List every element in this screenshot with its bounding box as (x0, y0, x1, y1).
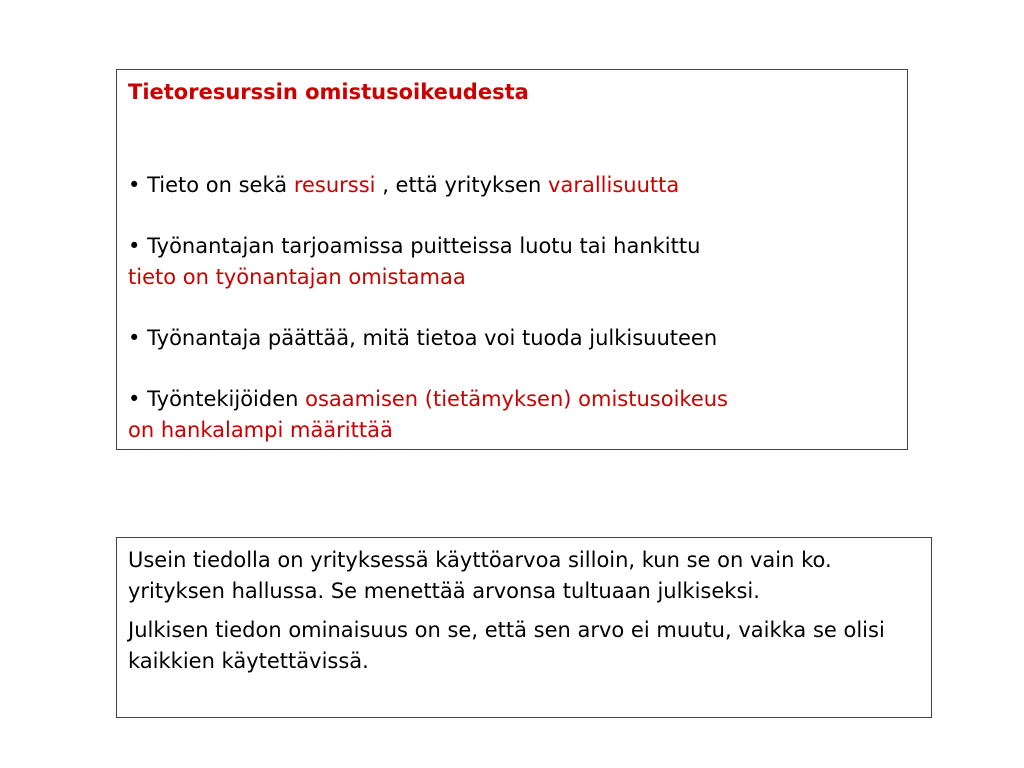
bullet-item (128, 384, 896, 446)
bullet-marker: • (128, 173, 141, 197)
bullet-text: Työntekijöiden (147, 387, 306, 411)
bullet-text: Työnantajan tarjoamissa puitteissa luotu tai hankittu (147, 234, 701, 258)
highlight-text: osaamisen (tietämyksen) omistusoikeus (305, 387, 728, 411)
highlight-text: resurssi (293, 173, 376, 197)
bullet-item (128, 231, 896, 293)
highlight-text: varallisuutta (548, 173, 680, 197)
bullet-item (128, 323, 896, 354)
value-text-box (116, 537, 932, 718)
box-title: Tietoresurssin omistusoikeudesta (128, 80, 529, 104)
bullet-text: Tieto on sekä (147, 173, 294, 197)
bullet-text: , että yrityksen (375, 173, 549, 197)
bullet-marker: • (128, 387, 141, 411)
bullet-marker: • (128, 234, 141, 258)
bullet-item (128, 170, 896, 201)
bullet-marker: • (128, 326, 141, 350)
highlight-text: tieto on työnantajan omistamaa (128, 265, 466, 289)
paragraph-public-info: Julkisen tiedon ominaisuus on se, että sen arvo ei muutu, vaikka se olisi kaikkien käytettävissä. (128, 618, 885, 673)
highlight-text: on hankalampi määrittää (128, 418, 393, 442)
paragraph-usage-value: Usein tiedolla on yrityksessä käyttöarvoa silloin, kun se on vain ko. yrityksen hallussa. Se menettää arvonsa tultuaan julkiseksi. (128, 548, 832, 603)
bullet-text: Työnantaja päättää, mitä tietoa voi tuoda julkisuuteen (147, 326, 718, 350)
ownership-text-box (116, 69, 908, 450)
